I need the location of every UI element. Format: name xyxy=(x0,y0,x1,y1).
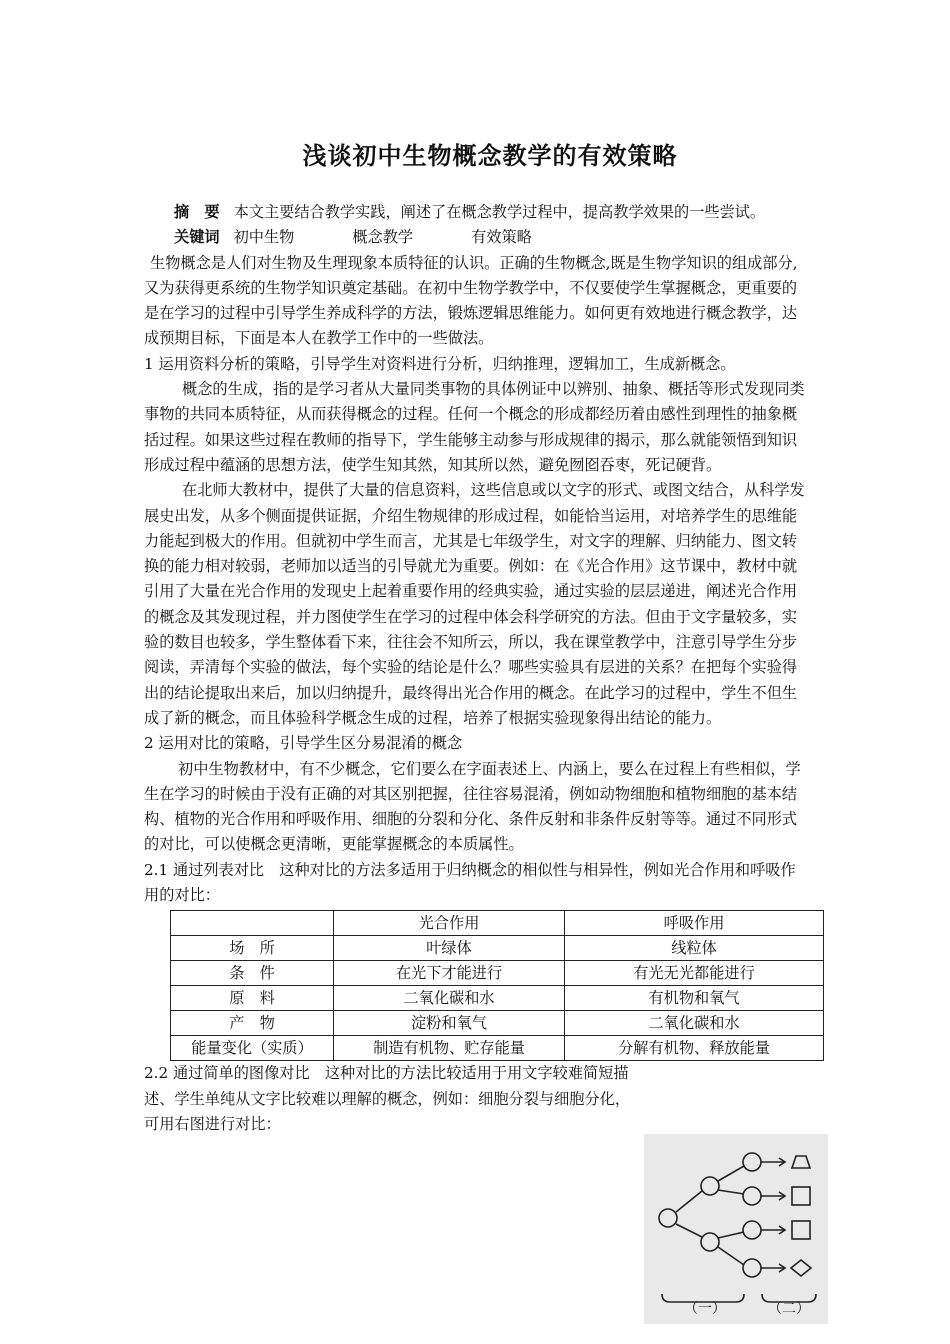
keyword-item: 初中生物 xyxy=(233,228,295,247)
table-row xyxy=(171,1011,824,1036)
table-cell: 分解有机物、释放能量 xyxy=(565,1036,824,1061)
square-shape xyxy=(792,1187,810,1205)
diamond-shape xyxy=(791,1260,811,1276)
table-header-cell xyxy=(171,911,334,936)
abstract-text: 本文主要结合教学实践，阐述了在概念教学过程中，提高教学效果的一些尝试。 xyxy=(233,203,766,221)
table-header-cell: 呼吸作用 xyxy=(565,911,824,936)
origin-cell-shape xyxy=(659,1209,677,1227)
table-cell: 有机物和氧气 xyxy=(565,986,824,1011)
abstract xyxy=(144,200,808,225)
comparison-table xyxy=(170,910,824,1061)
table-cell: 产 物 xyxy=(171,1011,334,1036)
cell-shape xyxy=(743,1187,761,1205)
section1-paragraph-1: 概念的生成，指的是学习者从大量同类事物的具体例证中以辨别、抽象、概括等形式发现同类事物的共同本质特征，从而获得概念的过程。任何一个概念的形成都经历着由感性到理性的抽象概括过程。如果这些过程在教师的指导下，学生能够主动参与形成规律的揭示，那么就能领悟到知识形成过程中蕴涵的思想方法，使学生知其然，知其所以然，避免囫囵吞枣，死记硬背。 xyxy=(144,380,805,474)
cell-shape xyxy=(743,1259,761,1277)
diagram-graphic xyxy=(644,1134,828,1324)
section1-paragraph-2: 在北师大教材中，提供了大量的信息资料，这些信息或以文字的形式、或图文结合，从科学发展史出发，从多个侧面提供证据，介绍生物规律的形成过程，如能恰当运用，对培养学生的思维能力能起到极大的作用。但就初中学生而言，尤其是七年级学生，对文字的理解、归纳能力、图文转换的能力相对较弱，老师加以适当的引导就尤为重要。例如：在《光合作用》这节课中，教材中就引用了大量在光合作用的发现史上起着重要作用的经典实验，通过实验的层层递进，阐述光合作用的概念及其发现过程，并力图使学生在学习的过程中体会科学研究的方法。但由于文字量较多，实验的数目也较多，学生整体看下来，往往会不知所云，所以，我在课堂教学中，注意引导学生分步阅读，弄清每个实验的做法，每个实验的结论是什么？哪些实验具有层进的关系？在把每个实验得出的结论提取出来后，加以归纳提升，最终得出光合作用的概念。在此学习的过程中，学生不但生成了新的概念，而且体验科学概念生成的过程，培养了根据实验现象得出结论的能力。 xyxy=(144,481,805,727)
table-cell: 有光无光都能进行 xyxy=(565,961,824,986)
section22-paragraph: 2.2 通过简单的图像对比 这种对比的方法比较适用于用文字较难简短描述、学生单纯从文字比较难以理解的概念，例如：细胞分裂与细胞分化，可用右图进行对比： xyxy=(144,1064,630,1133)
abstract-label: 摘 要 xyxy=(174,203,220,221)
keywords xyxy=(144,225,808,250)
square-shape xyxy=(792,1221,810,1239)
table-row xyxy=(171,961,824,986)
table-cell: 二氧化碳和水 xyxy=(334,986,565,1011)
intro-paragraph: 生物概念是人们对生物及生理现象本质特征的认识。正确的生物概念,既是生物学知识的组成部分,又为获得更系统的生物学知识奠定基础。在初中生物学教学中，不仅要使学生掌握概念，更重要的是在学习的过程中引导学生养成科学的方法，锻炼逻辑思维能力。如何更有效地进行概念教学，达成预期目标，下面是本人在教学工作中的一些做法。 xyxy=(144,253,798,348)
cell-shape xyxy=(743,1153,761,1171)
cell-shape xyxy=(701,1177,719,1195)
section21-paragraph: 2.1 通过列表对比 这种对比的方法多适用于归纳概念的相似性与相异性，例如光合作用和呼吸作用的对比： xyxy=(144,860,796,905)
section2-heading: 2 运用对比的策略，引导学生区分易混淆的概念 xyxy=(144,734,463,753)
table-cell: 条 件 xyxy=(171,961,334,986)
article-body xyxy=(144,200,808,1137)
cell-shape xyxy=(701,1233,719,1251)
table-cell: 叶绿体 xyxy=(334,936,565,961)
table-cell: 线粒体 xyxy=(565,936,824,961)
trapezoid-shape xyxy=(792,1156,810,1168)
table-cell: 能量变化（实质） xyxy=(171,1036,334,1061)
section2-paragraph: 初中生物教材中，有不少概念，它们要么在字面表述上、内涵上，要么在过程上有些相似，学生在学习的时候由于没有正确的对其区别把握，往往容易混淆，例如动物细胞和植物细胞的基本结构、植物的光合作用和呼吸作用、细胞的分裂和分化、条件反射和非条件反射等等。通过不同形式的对比，可以使概念更清晰，更能掌握概念的本质属性。 xyxy=(144,759,801,854)
table-row xyxy=(171,986,824,1011)
table-cell: 场 所 xyxy=(171,936,334,961)
page-title: 浅谈初中生物概念教学的有效策略 xyxy=(302,142,678,170)
section1-heading: 1 运用资料分析的策略，引导学生对资料进行分析，归纳推理，逻辑加工，生成新概念。 xyxy=(144,354,736,373)
table-cell: 淀粉和氧气 xyxy=(334,1011,565,1036)
keywords-label: 关键词 xyxy=(174,228,220,247)
table-row xyxy=(171,936,824,961)
table-cell: 原 料 xyxy=(171,986,334,1011)
keyword-item: 概念教学 xyxy=(352,228,414,247)
figure-label: （一） xyxy=(684,1301,726,1317)
keyword-item: 有效策略 xyxy=(471,228,532,247)
table-cell: 在光下才能进行 xyxy=(334,961,565,986)
table-cell: 制造有机物、贮存能量 xyxy=(334,1036,565,1061)
table-header-cell: 光合作用 xyxy=(334,911,565,936)
table-header-row xyxy=(171,911,824,936)
cell-shape xyxy=(743,1221,761,1239)
figure-label: （二） xyxy=(768,1301,810,1317)
table-row xyxy=(171,1036,824,1061)
cell-division-differentiation-figure xyxy=(644,1134,828,1324)
table-cell: 二氧化碳和水 xyxy=(565,1011,824,1036)
